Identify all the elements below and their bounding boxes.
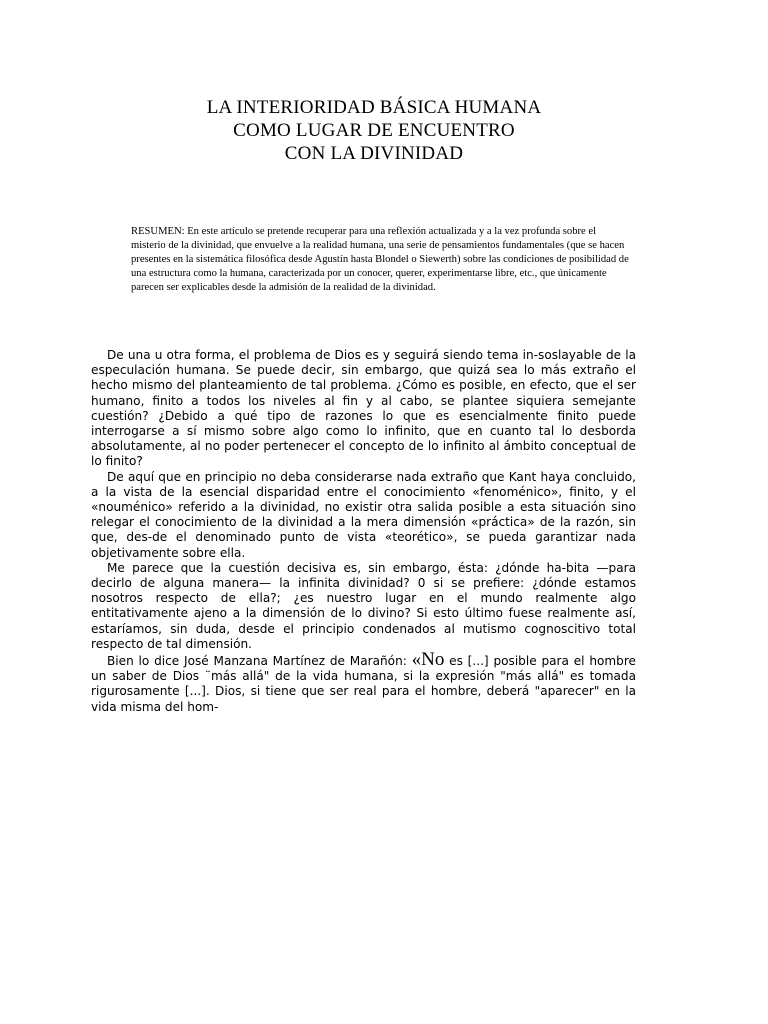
- body-paragraph-3: Me parece que la cuestión decisiva es, sin embargo, ésta: ¿dónde ha-bita —para decirlo de alguna manera— la infinita divinidad? 0 si se prefiere: ¿dónde estamos nosotros respecto de ella?; ¿es nuestro lugar en el mundo realmente algo entitativamente ajeno a la dimensión de lo divino? Si esto último fuese realmente así, estaríamos, sin duda, desde el principio condenados al mutismo cognoscitivo total respecto de tal dimensión.: [91, 560, 636, 651]
- article-title: [90, 96, 658, 165]
- quote-opening: «No: [411, 649, 445, 671]
- title-line-2: COMO LUGAR DE ENCUENTRO: [233, 120, 515, 141]
- paragraph-4-rest: es [...] posible para el hombre un saber de Dios ¨más allá" de la vida humana, si la expresión "más allá" es tomada rigurosamente [...]. Dios, si tiene que ser real para el hombre, deberá "aparecer" en la vida misma del hom-: [91, 654, 636, 714]
- paragraph-4-start: Bien lo dice José Manzana Martínez de Marañón:: [107, 654, 412, 669]
- title-line-3: CON LA DIVINIDAD: [284, 143, 464, 164]
- article-body: [91, 348, 636, 715]
- body-paragraph-1: De una u otra forma, el problema de Dios es y seguirá siendo tema in-soslayable de la especulación humana. Se puede decir, sin embargo, que quizá sea lo más extraño el hecho mismo del planteamiento de tal problema. ¿Cómo es posible, en efecto, que el ser humano, finito a todos los niveles al fin y al cabo, se plantee siquiera semejante cuestión? ¿Debido a qué tipo de razones lo que es esencialmente finito puede interrogarse a sí mismo sobre algo como lo infinito, que en cuanto tal lo desborda absolutamente, al no poder pertenecer el concepto de lo infinito al ámbito conceptual de lo finito?: [91, 348, 636, 469]
- title-line-1: LA INTERIORIDAD BÁSICA HUMANA: [206, 97, 542, 118]
- body-paragraph-4: [91, 649, 636, 715]
- abstract-paragraph: RESUMEN: En este artículo se pretende recuperar para una reflexión actualizada y a la vez profunda sobre el misterio de la divinidad, que envuelve a la realidad humana, una serie de pensamientos fundamentales (que se hacen presentes en la sistemática filosófica desde Agustín hasta Blondel o Siewerth) sobre las condiciones de posibilidad de una estructura como la humana, caracterizada por un conocer, querer, experimentarse libre, etc., que únicamente parecen ser explicables desde la admisión de la realidad de la divinidad.: [131, 226, 629, 293]
- body-paragraph-2: De aquí que en principio no deba considerarse nada extraño que Kant haya concluido, a la vista de la esencial disparidad entre el conocimiento «fenoménico», finito, y el «nouménico» referido a la divinidad, no existir otra salida posible a esta situación sino relegar el conocimiento de la divinidad a la mera dimensión «práctica» de la razón, sin que, des-de el denominado punto de vista «teorético», se pueda garantizar nada objetivamente sobre ella.: [91, 469, 636, 560]
